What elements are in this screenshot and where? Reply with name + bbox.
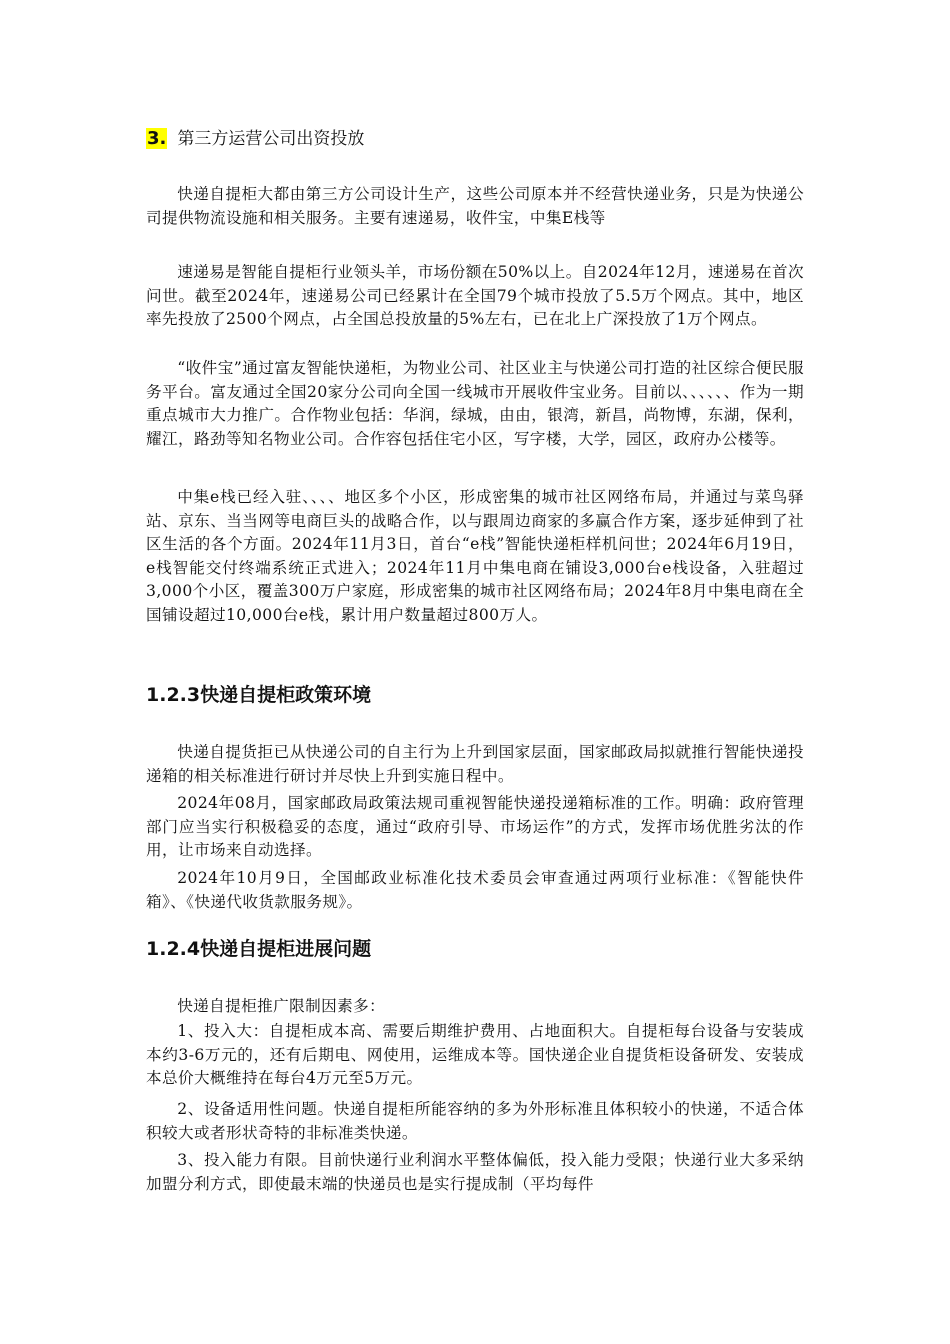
section-3-title: 第三方运营公司出资投放 — [177, 129, 365, 149]
paragraph-zhongji-ezhan: 中集e栈已经入驻、、、、地区多个小区，形成密集的城市社区网络布局，并通过与菜鸟驿站、京东、当当网等电商巨头的战略合作，以与跟周边商家的多赢合作方案，逐步延伸到了社区生活的各个方面。2024年11月3日，首台“e栈”智能快递柜样机问世；2024年6月19日，e栈智能交付终端系统正式进入；2024年11月中集电商在铺设3,000台e栈设备，入驻超过3,000个小区，覆盖300万户家庭，形成密集的城市社区网络布局；2024年8月中集电商在全国铺设超过10,000台e栈，累计用户数量超过800万人。 — [146, 488, 804, 624]
section-3-number: 3. — [147, 128, 167, 149]
paragraph-intro: 快递自提柜大都由第三方公司设计生产，这些公司原本并不经营快递业务，只是为快递公司提供物流设施和相关服务。主要有速递易，收件宝，中集E栈等 — [146, 185, 804, 227]
paragraph-problem-2: 2、设备适用性问题。快递自提柜所能容纳的多为外形标准且体积较小的快递，不适合体积较大或者形状奇特的非标准类快递。 — [146, 1100, 804, 1142]
paragraph-problems-intro: 快递自提柜推广限制因素多： — [177, 997, 386, 1015]
paragraph-policy-1: 快递自提货拒已从快递公司的自主行为上升到国家层面，国家邮政局拟就推行智能快递投递箱的相关标准进行研讨并尽快上升到实施日程中。 — [146, 743, 804, 785]
paragraph-problem-1: 1、投入大：自提柜成本高、需要后期维护费用、占地面积大。自提柜每台设备与安装成本约3-6万元的，还有后期电、网使用，运维成本等。国快递企业自提货柜设备研发、安装成本总价大概维持在每台4万元至5万元。 — [146, 1022, 804, 1087]
paragraph-policy-3: 2024年10月9日，全国邮政业标准化技术委员会审查通过两项行业标准：《智能快件箱》、《快递代收货款服务规》。 — [146, 869, 804, 911]
paragraph-suditiyi: 速递易是智能自提柜行业领头羊，市场份额在50%以上。自2024年12月，速递易在首次问世。截至2024年，速递易公司已经累计在全国79个城市投放了5.5万个网点。其中，地区率先投放了2500个网点，占全国总投放量的5%左右，已在北上广深投放了1万个网点。 — [146, 263, 804, 328]
paragraph-shoujianbao: “收件宝”通过富友智能快递柜，为物业公司、社区业主与快递公司打造的社区综合便民服务平台。富友通过全国20家分公司向全国一线城市开展收件宝业务。目前以、、、、、、作为一期重点城市大力推广。合作物业包括：华润，绿城，由由，银湾，新昌，尚物博，东湖，保利，耀江，路劲等知名物业公司。合作容包括住宅小区，写字楼，大学，园区，政府办公楼等。 — [146, 359, 804, 448]
section-3-heading — [146, 126, 364, 152]
paragraph-problem-3: 3、投入能力有限。目前快递行业利润水平整体偏低，投入能力受限；快递行业大多采纳加盟分利方式，即使最末端的快递员也是实行提成制（平均每件 — [146, 1151, 804, 1193]
heading-1-2-3: 1.2.3快递自提柜政策环境 — [146, 684, 372, 706]
paragraph-policy-2: 2024年08月，国家邮政局政策法规司重视智能快递投递箱标准的工作。明确：政府管理部门应当实行积极稳妥的态度，通过“政府引导、市场运作”的方式，发挥市场优胜劣汰的作用，让市场来自动选择。 — [146, 794, 804, 859]
heading-1-2-4: 1.2.4快递自提柜进展问题 — [146, 938, 372, 960]
